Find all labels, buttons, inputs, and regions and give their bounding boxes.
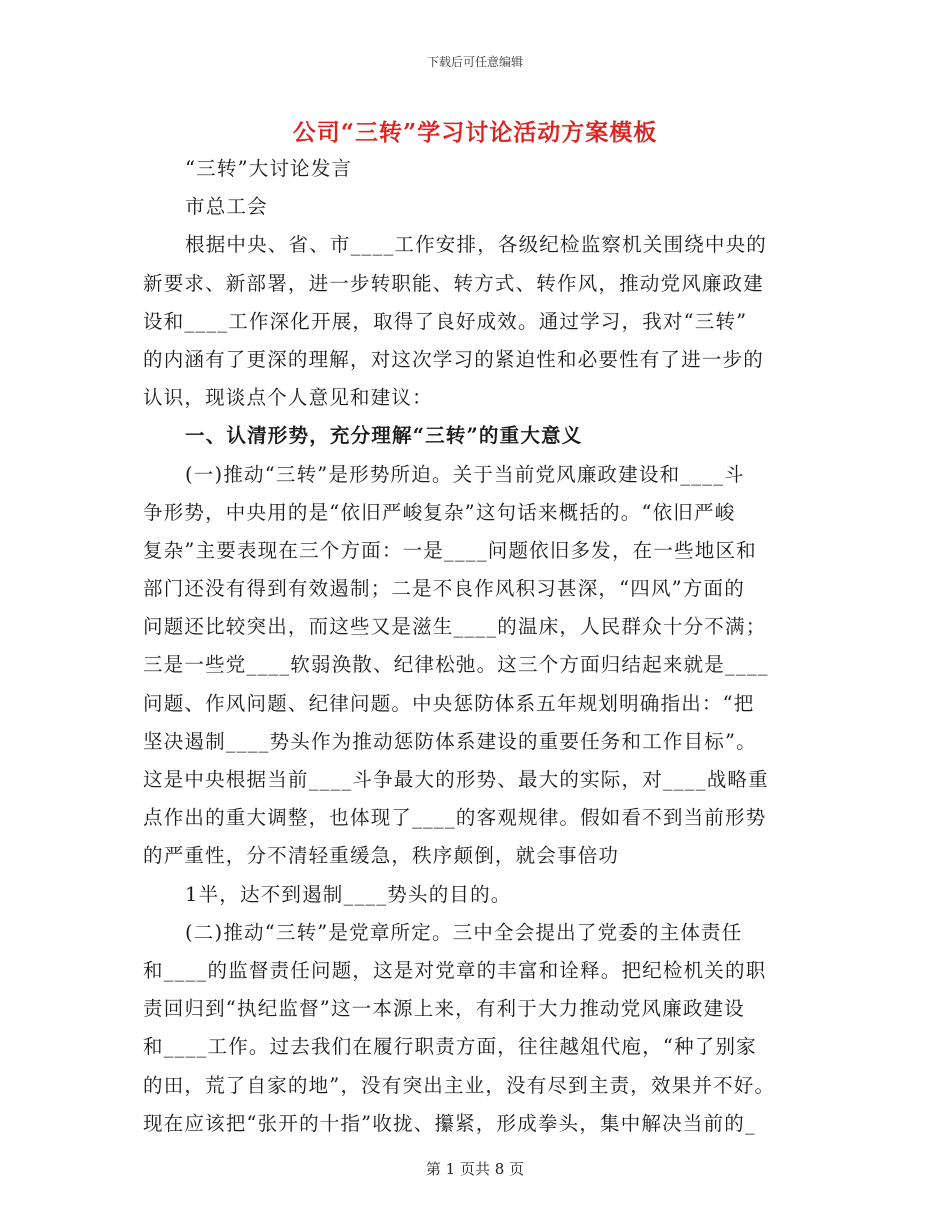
text-line: 和____的监督责任问题，这是对党章的丰富和诠释。把纪检机关的职 bbox=[143, 958, 767, 982]
text-line: (一)推动“三转”是形势所迫。关于当前党风廉政建设和____斗 bbox=[185, 462, 745, 486]
text-line: 设和____工作深化开展，取得了良好成效。通过学习，我对“三转” bbox=[143, 309, 748, 333]
section-heading: 一、认清形势，充分理解“三转”的重大意义 bbox=[185, 424, 583, 448]
text-line: 的内涵有了更深的理解，对这次学习的紧迫性和必要性有了进一步的 bbox=[143, 347, 765, 371]
text-line: 的田，荒了自家的地”，没有突出主业，没有尽到主责，效果并不好。 bbox=[143, 1073, 776, 1097]
text-line: 的严重性，分不清轻重缓急，秩序颠倒，就会事倍功 bbox=[143, 844, 620, 868]
text-line: 根据中央、省、市____工作安排，各级纪检监察机关围绕中央的 bbox=[185, 233, 768, 257]
text-line: 责回归到“执纪监督”这一本源上来，有利于大力推动党风廉政建设 bbox=[143, 997, 745, 1021]
page-footer: 第 1 页共 8 页 bbox=[425, 1160, 525, 1178]
text-line: 市总工会 bbox=[185, 195, 268, 219]
text-line: 这是中央根据当前____斗争最大的形势、最大的实际，对____战略重 bbox=[143, 768, 769, 791]
text-line: 复杂”主要表现在三个方面：一是____问题依旧多发，在一些地区和 bbox=[143, 538, 757, 562]
text-line: 三是一些党____软弱涣散、纪律松弛。这三个方面归结起来就是____ bbox=[143, 653, 769, 677]
text-line: 问题还比较突出，而这些又是滋生____的温床，人民群众十分不满； bbox=[143, 615, 767, 639]
document-body bbox=[143, 150, 813, 1143]
text-line: 新要求、新部署，进一步转职能、转方式、转作风，推动党风廉政建 bbox=[143, 271, 765, 295]
text-line: 现在应该把“张开的十指”收拢、攥紧，形成拳头，集中解决当前的_ bbox=[143, 1111, 756, 1135]
text-line: 和____工作。过去我们在履行职责方面，往往越俎代庖，“种了别家 bbox=[143, 1035, 757, 1059]
text-line: 部门还没有得到有效遏制；二是不良作风积习甚深，“四风”方面的 bbox=[143, 577, 745, 601]
text-line: 争形势，中央用的是“依旧严峻复杂”这句话来概括的。“依旧严峻 bbox=[143, 500, 736, 524]
header-note: 下载后可任意编辑 bbox=[426, 55, 523, 69]
document-title: 公司“三转”学习讨论活动方案模板 bbox=[292, 119, 658, 146]
text-line: 点作出的重大调整，也体现了____的客观规律。假如看不到当前形势 bbox=[143, 806, 767, 830]
text-line: 认识，现谈点个人意见和建议： bbox=[143, 386, 433, 410]
text-line: 问题、作风问题、纪律问题。中央惩防体系五年规划明确指出：“把 bbox=[143, 691, 755, 715]
text-line: “三转”大讨论发言 bbox=[185, 157, 353, 180]
text-line: 1半，达不到遏制____势头的目的。 bbox=[185, 882, 512, 906]
text-line: 坚决遏制____势头作为推动惩防体系建设的重要任务和工作目标”。 bbox=[143, 729, 757, 753]
text-line: (二)推动“三转”是党章所定。三中全会提出了党委的主体责任 bbox=[185, 920, 743, 944]
